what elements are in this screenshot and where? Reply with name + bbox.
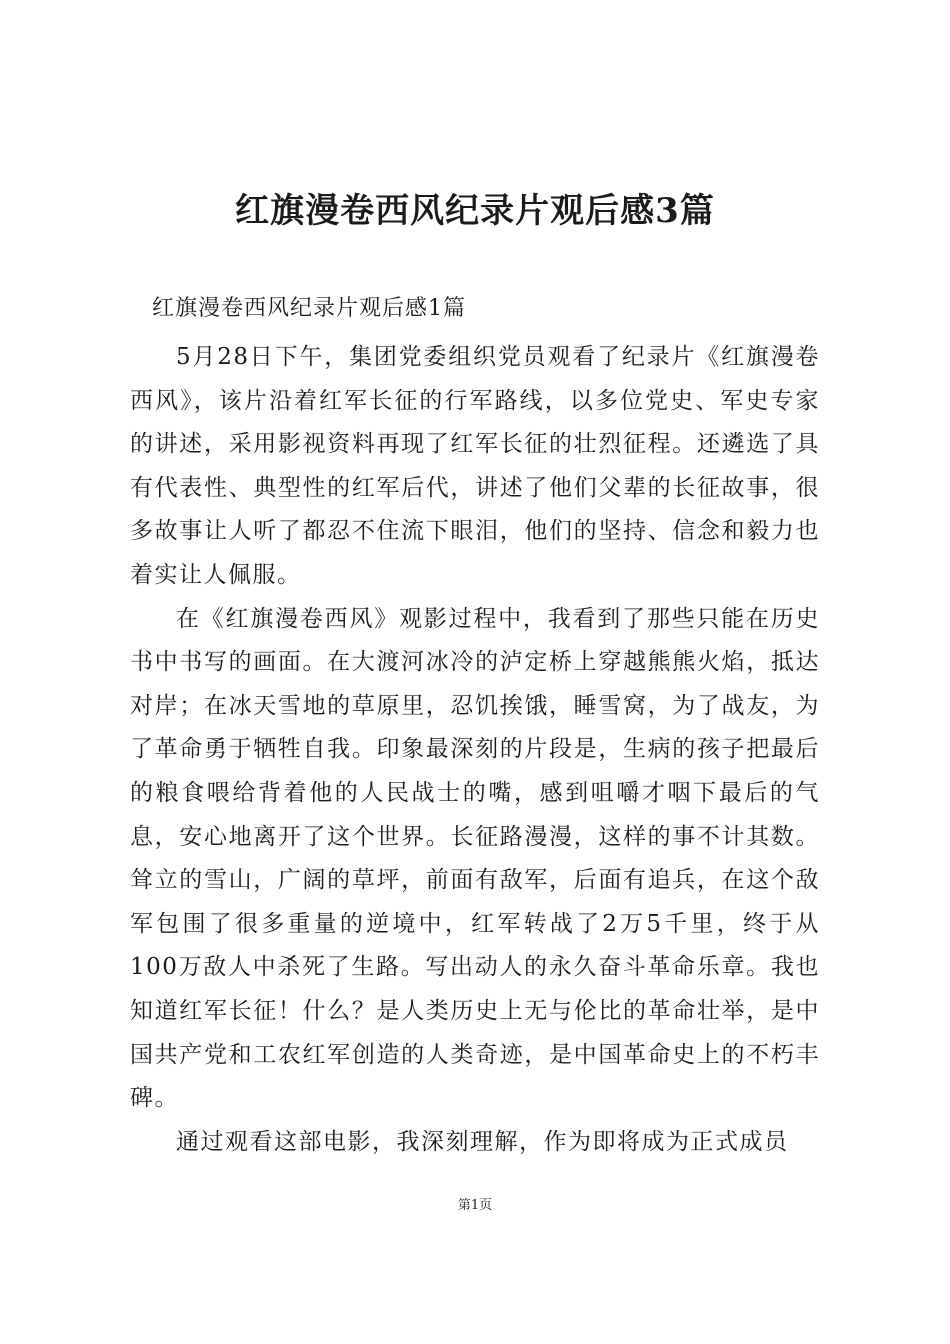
page-number: 第1页 (457, 1198, 493, 1213)
paragraph-1: 5月28日下午，集团党委组织党员观看了纪录片《红旗漫卷西风》，该片沿着红军长征的行军路线，以多位党史、军史专家的讲述，采用影视资料再现了红军长征的壮烈征程。还遴选了具有代表性、典型性的红军后代，讲述了他们父辈的长征故事，很多故事让人听了都忍不住流下眼泪，他们的坚持、信念和毅力也着实让人佩服。 (130, 344, 820, 588)
body-text (130, 336, 820, 1164)
page-title: 红旗漫卷西风纪录片观后感3篇 (235, 191, 715, 231)
paragraph-3: 通过观看这部电影，我深刻理解，作为即将成为正式成员 (176, 1128, 789, 1155)
section-heading: 红旗漫卷西风纪录片观后感1篇 (152, 296, 466, 321)
paragraph-2: 在《红旗漫卷西风》观影过程中，我看到了那些只能在历史书中书写的画面。在大渡河冰冷的泸定桥上穿越熊熊火焰，抵达对岸；在冰天雪地的草原里，忍饥挨饿，睡雪窝，为了战友，为了革命勇于牺牲自我。印象最深刻的片段是，生病的孩子把最后的粮食喂给背着他的人民战士的嘴，感到咀嚼才咽下最后的气息，安心地离开了这个世界。长征路漫漫，这样的事不计其数。耸立的雪山，广阔的草坪，前面有敌军，后面有追兵，在这个敌军包围了很多重量的逆境中，红军转战了2万5千里，终于从100万敌人中杀死了生路。写出动人的永久奋斗革命乐章。我也知道红军长征！什么？是人类历史上无与伦比的革命壮举，是中国共产党和工农红军创造的人类奇迹，是中国革命史上的不朽丰碑。 (130, 605, 820, 1112)
